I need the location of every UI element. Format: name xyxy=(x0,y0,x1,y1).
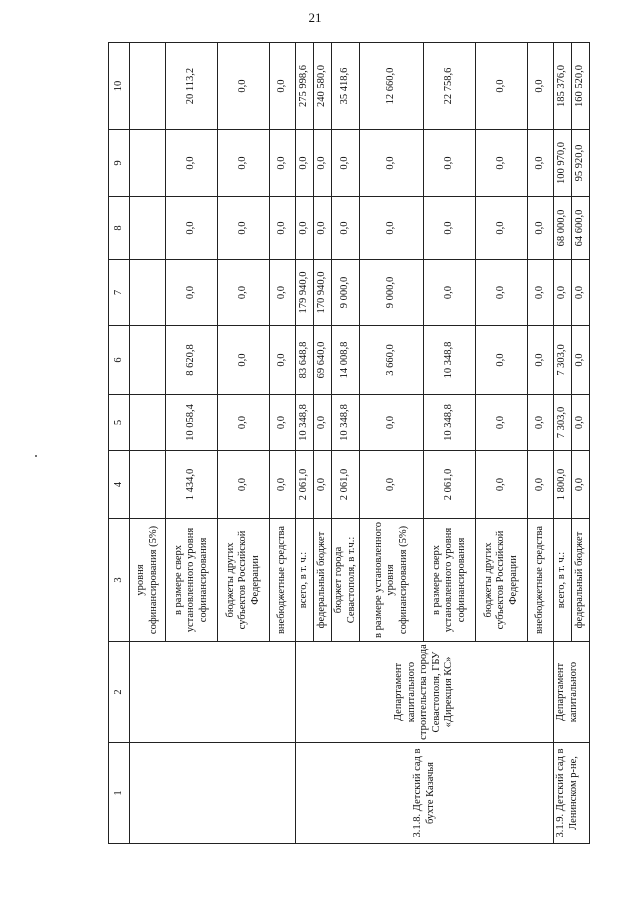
value-cell: 0,0 xyxy=(166,197,218,260)
value-cell: 0,0 xyxy=(360,197,424,260)
value-cell: 0,0 xyxy=(218,260,270,326)
value-cell: 0,0 xyxy=(476,395,528,451)
header-cell: 3 xyxy=(109,519,130,642)
value-cell: 0,0 xyxy=(572,395,590,451)
value-cell: 0,0 xyxy=(332,130,360,197)
value-cell: 0,0 xyxy=(528,130,554,197)
scan-dot xyxy=(35,455,37,457)
funding-source-cell: внебюджетные средства xyxy=(528,519,554,642)
value-cell: 100 970,0 xyxy=(554,130,572,197)
header-cell: 8 xyxy=(109,197,130,260)
value-cell: 1 800,0 xyxy=(554,451,572,519)
value-cell: 95 920,0 xyxy=(572,130,590,197)
value-cell: 0,0 xyxy=(528,197,554,260)
value-cell: 1 434,0 xyxy=(166,451,218,519)
header-cell: 7 xyxy=(109,260,130,326)
table-row xyxy=(130,43,166,844)
funding-source-cell: всего, в т. ч.: xyxy=(296,519,314,642)
value-cell xyxy=(130,260,166,326)
department-cell-empty xyxy=(130,642,296,743)
value-cell: 7 303,0 xyxy=(554,326,572,395)
value-cell: 9 000,0 xyxy=(360,260,424,326)
object-name-319: 3.1.9. Детский сад в Ленинском р-не, xyxy=(554,743,590,844)
value-cell: 0,0 xyxy=(476,130,528,197)
value-cell: 0,0 xyxy=(424,130,476,197)
value-cell: 0,0 xyxy=(218,451,270,519)
value-cell: 0,0 xyxy=(314,197,332,260)
value-cell: 0,0 xyxy=(218,197,270,260)
value-cell: 0,0 xyxy=(218,130,270,197)
funding-source-cell: бюджеты других субъектов Российской Федерации xyxy=(476,519,528,642)
value-cell: 0,0 xyxy=(424,197,476,260)
value-cell: 0,0 xyxy=(270,326,296,395)
header-cell: 9 xyxy=(109,130,130,197)
value-cell: 0,0 xyxy=(270,43,296,130)
funding-source-cell: бюджеты других субъектов Российской Федерации xyxy=(218,519,270,642)
object-name-318: 3.1.8. Детский сад в бухте Казачья xyxy=(296,743,554,844)
value-cell: 0,0 xyxy=(528,451,554,519)
value-cell: 10 058,4 xyxy=(166,395,218,451)
value-cell: 0,0 xyxy=(218,326,270,395)
value-cell: 0,0 xyxy=(528,260,554,326)
funding-source-cell: федеральный бюджет xyxy=(314,519,332,642)
value-cell: 2 061,0 xyxy=(424,451,476,519)
value-cell: 10 348,8 xyxy=(424,395,476,451)
value-cell: 0,0 xyxy=(554,260,572,326)
value-cell: 9 000,0 xyxy=(332,260,360,326)
value-cell: 0,0 xyxy=(476,43,528,130)
funding-source-cell: в размере сверх установленного уровня софинансирования xyxy=(424,519,476,642)
value-cell: 0,0 xyxy=(332,197,360,260)
value-cell: 20 113,2 xyxy=(166,43,218,130)
value-cell: 0,0 xyxy=(360,451,424,519)
value-cell: 7 303,0 xyxy=(554,395,572,451)
value-cell: 0,0 xyxy=(424,260,476,326)
header-cell: 1 xyxy=(109,743,130,844)
funding-source-cell: федеральный бюджет xyxy=(572,519,590,642)
header-cell: 10 xyxy=(109,43,130,130)
value-cell: 83 648,8 xyxy=(296,326,314,395)
value-cell: 35 418,6 xyxy=(332,43,360,130)
value-cell: 0,0 xyxy=(218,395,270,451)
value-cell: 0,0 xyxy=(476,197,528,260)
value-cell: 0,0 xyxy=(528,43,554,130)
value-cell xyxy=(130,326,166,395)
header-cell: 6 xyxy=(109,326,130,395)
value-cell: 14 008,8 xyxy=(332,326,360,395)
value-cell: 0,0 xyxy=(572,326,590,395)
value-cell: 8 620,8 xyxy=(166,326,218,395)
value-cell: 10 348,8 xyxy=(424,326,476,395)
value-cell: 0,0 xyxy=(296,130,314,197)
value-cell: 0,0 xyxy=(572,451,590,519)
value-cell xyxy=(130,451,166,519)
value-cell xyxy=(130,395,166,451)
value-cell xyxy=(130,43,166,130)
value-cell: 0,0 xyxy=(314,130,332,197)
value-cell: 10 348,8 xyxy=(296,395,314,451)
value-cell: 69 640,0 xyxy=(314,326,332,395)
value-cell: 0,0 xyxy=(314,451,332,519)
value-cell: 0,0 xyxy=(270,197,296,260)
funding-source-cell: бюджет города Севастополя, в т.ч.: xyxy=(332,519,360,642)
funding-source-cell: уровня софинансирования (5%) xyxy=(130,519,166,642)
value-cell: 2 061,0 xyxy=(332,451,360,519)
value-cell: 0,0 xyxy=(476,451,528,519)
value-cell: 0,0 xyxy=(296,197,314,260)
value-cell: 0,0 xyxy=(314,395,332,451)
value-cell: 0,0 xyxy=(360,130,424,197)
value-cell xyxy=(130,197,166,260)
value-cell: 0,0 xyxy=(270,130,296,197)
header-cell: 2 xyxy=(109,642,130,743)
budget-table xyxy=(108,42,590,844)
value-cell: 64 600,0 xyxy=(572,197,590,260)
header-cell: 4 xyxy=(109,451,130,519)
value-cell: 0,0 xyxy=(270,260,296,326)
value-cell: 0,0 xyxy=(476,260,528,326)
header-cell: 5 xyxy=(109,395,130,451)
budget-table-container xyxy=(108,43,586,844)
department-318: Департамент капитального строительства города Севастополя, ГБУ «Дирекция КС» xyxy=(296,642,554,743)
header-row xyxy=(109,43,130,844)
department-319: Департамент капитального xyxy=(554,642,590,743)
value-cell: 0,0 xyxy=(218,43,270,130)
value-cell: 0,0 xyxy=(572,260,590,326)
table-row xyxy=(554,43,572,844)
value-cell: 12 660,0 xyxy=(360,43,424,130)
value-cell: 170 940,0 xyxy=(314,260,332,326)
value-cell: 0,0 xyxy=(360,395,424,451)
value-cell: 0,0 xyxy=(270,395,296,451)
object-cell-empty xyxy=(130,743,296,844)
value-cell xyxy=(130,130,166,197)
value-cell: 0,0 xyxy=(270,451,296,519)
value-cell: 10 348,8 xyxy=(332,395,360,451)
funding-source-cell: в размере установленного уровня софинансирования (5%) xyxy=(360,519,424,642)
funding-source-cell: внебюджетные средства xyxy=(270,519,296,642)
rotated-table-frame xyxy=(108,43,586,844)
value-cell: 179 940,0 xyxy=(296,260,314,326)
value-cell: 2 061,0 xyxy=(296,451,314,519)
value-cell: 0,0 xyxy=(476,326,528,395)
value-cell: 275 998,6 xyxy=(296,43,314,130)
value-cell: 0,0 xyxy=(528,395,554,451)
value-cell: 0,0 xyxy=(166,260,218,326)
value-cell: 68 000,0 xyxy=(554,197,572,260)
funding-source-cell: всего, в т. ч.: xyxy=(554,519,572,642)
funding-source-cell: в размере сверх установленного уровня софинансирования xyxy=(166,519,218,642)
page-number: 21 xyxy=(308,10,322,25)
value-cell: 0,0 xyxy=(528,326,554,395)
value-cell: 22 758,6 xyxy=(424,43,476,130)
value-cell: 160 520,0 xyxy=(572,43,590,130)
value-cell: 185 376,0 xyxy=(554,43,572,130)
value-cell: 0,0 xyxy=(166,130,218,197)
table-row xyxy=(296,43,314,844)
value-cell: 240 580,0 xyxy=(314,43,332,130)
value-cell: 3 660,0 xyxy=(360,326,424,395)
